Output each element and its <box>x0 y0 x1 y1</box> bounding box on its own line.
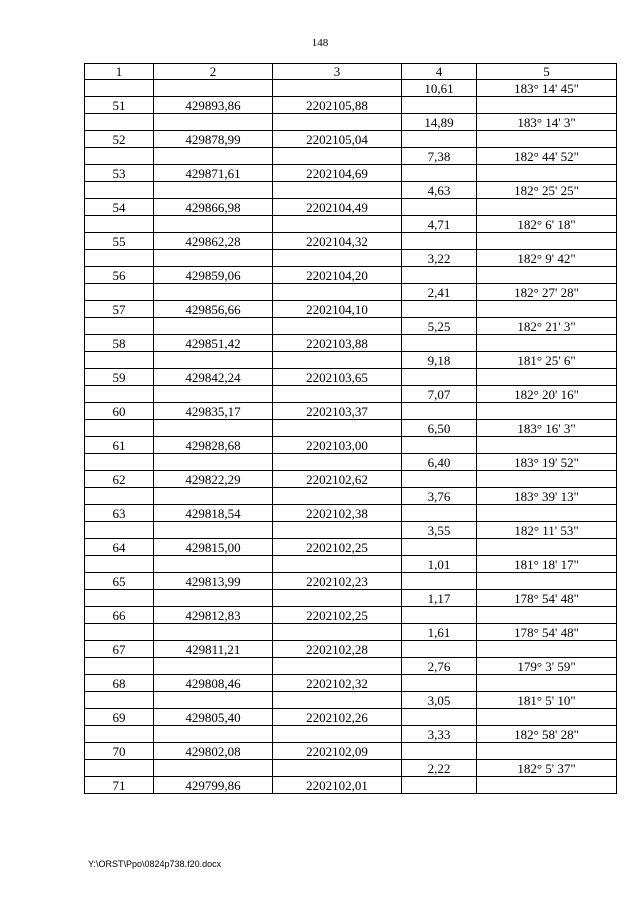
table-cell: 7,38 <box>402 148 477 165</box>
table-cell <box>154 216 273 233</box>
table-cell <box>154 250 273 267</box>
table-cell: 182° 44' 52" <box>477 148 617 165</box>
table-row <box>85 777 617 794</box>
table-row <box>85 386 617 403</box>
table-cell <box>273 760 402 777</box>
table-cell <box>402 335 477 352</box>
table-cell <box>273 590 402 607</box>
table-cell: 183° 19' 52" <box>477 454 617 471</box>
table-header-row <box>85 64 617 80</box>
table-cell: 2202103,88 <box>273 335 402 352</box>
table-cell: 54 <box>85 199 154 216</box>
table-cell <box>477 607 617 624</box>
table-cell: 429822,29 <box>154 471 273 488</box>
table-row <box>85 80 617 97</box>
table-cell: 58 <box>85 335 154 352</box>
table-cell <box>477 301 617 318</box>
table-cell <box>154 488 273 505</box>
table-cell <box>85 726 154 743</box>
table-cell: 2202105,04 <box>273 131 402 148</box>
table-cell <box>402 97 477 114</box>
table-cell <box>85 488 154 505</box>
table-row <box>85 437 617 454</box>
table-cell: 2202103,37 <box>273 403 402 420</box>
table-cell: 2202102,25 <box>273 539 402 556</box>
table-row <box>85 607 617 624</box>
table-cell: 2202105,88 <box>273 97 402 114</box>
table-cell: 4,63 <box>402 182 477 199</box>
table-cell: 429818,54 <box>154 505 273 522</box>
table-row <box>85 726 617 743</box>
table-cell <box>154 522 273 539</box>
table-cell <box>273 556 402 573</box>
table-cell: 2202104,49 <box>273 199 402 216</box>
table-cell: 2202103,65 <box>273 369 402 386</box>
table-cell: 182° 20' 16" <box>477 386 617 403</box>
table-cell <box>273 658 402 675</box>
table-cell: 3,76 <box>402 488 477 505</box>
table-cell <box>477 505 617 522</box>
table-cell <box>154 284 273 301</box>
table-cell: 429815,00 <box>154 539 273 556</box>
table-cell <box>477 335 617 352</box>
table-row <box>85 403 617 420</box>
column-header: 5 <box>477 64 617 80</box>
table-cell <box>477 471 617 488</box>
table-row <box>85 454 617 471</box>
table-row <box>85 301 617 318</box>
table-cell: 4,71 <box>402 216 477 233</box>
table-cell: 182° 6' 18" <box>477 216 617 233</box>
table-cell: 9,18 <box>402 352 477 369</box>
table-cell <box>402 471 477 488</box>
table-cell <box>154 692 273 709</box>
table-cell: 429828,68 <box>154 437 273 454</box>
table-cell <box>85 148 154 165</box>
table-cell <box>273 522 402 539</box>
table-cell <box>477 539 617 556</box>
table-cell: 181° 18' 17" <box>477 556 617 573</box>
table-row <box>85 760 617 777</box>
table-cell: 2202102,62 <box>273 471 402 488</box>
table-cell: 62 <box>85 471 154 488</box>
table-cell <box>477 675 617 692</box>
table-cell: 10,61 <box>402 80 477 97</box>
table-cell: 429805,40 <box>154 709 273 726</box>
table-cell <box>477 437 617 454</box>
file-path-footer: Y:\ORST\Ppo\0824p738.f20.docx <box>88 859 222 869</box>
table-cell <box>273 318 402 335</box>
table-cell: 2202102,38 <box>273 505 402 522</box>
table-row <box>85 148 617 165</box>
table-row <box>85 216 617 233</box>
table-row <box>85 369 617 386</box>
table-cell: 429893,86 <box>154 97 273 114</box>
table-cell <box>402 607 477 624</box>
table-cell <box>477 97 617 114</box>
table-cell <box>154 658 273 675</box>
table-cell <box>85 420 154 437</box>
table-cell: 181° 25' 6" <box>477 352 617 369</box>
table-row <box>85 692 617 709</box>
table-cell <box>402 369 477 386</box>
table-cell <box>154 624 273 641</box>
table-cell <box>477 199 617 216</box>
table-cell <box>85 80 154 97</box>
table-cell <box>402 267 477 284</box>
table-row <box>85 335 617 352</box>
table-cell: 5,25 <box>402 318 477 335</box>
table-cell: 2202102,32 <box>273 675 402 692</box>
table-cell: 2202104,10 <box>273 301 402 318</box>
table-cell: 64 <box>85 539 154 556</box>
table-cell <box>273 182 402 199</box>
table-cell: 182° 25' 25" <box>477 182 617 199</box>
column-header: 1 <box>85 64 154 80</box>
table-cell <box>154 420 273 437</box>
table-row <box>85 709 617 726</box>
table-cell: 7,07 <box>402 386 477 403</box>
table-cell <box>477 777 617 794</box>
table-cell <box>402 505 477 522</box>
table-row <box>85 97 617 114</box>
table-cell <box>402 165 477 182</box>
page-number: 148 <box>311 37 329 49</box>
table-cell <box>477 641 617 658</box>
table-cell: 178° 54' 48" <box>477 590 617 607</box>
table-row <box>85 590 617 607</box>
table-row <box>85 114 617 131</box>
table-row <box>85 624 617 641</box>
table-body <box>85 80 617 794</box>
table-cell: 67 <box>85 641 154 658</box>
table-cell <box>273 420 402 437</box>
table-cell <box>402 539 477 556</box>
table-cell <box>85 216 154 233</box>
table-cell <box>477 165 617 182</box>
table-cell: 1,61 <box>402 624 477 641</box>
table-row <box>85 182 617 199</box>
table-cell: 429811,21 <box>154 641 273 658</box>
table-cell: 2202102,25 <box>273 607 402 624</box>
table-cell: 183° 14' 3" <box>477 114 617 131</box>
table-cell: 183° 39' 13" <box>477 488 617 505</box>
table-cell: 429842,24 <box>154 369 273 386</box>
table-cell <box>85 114 154 131</box>
table-cell: 6,50 <box>402 420 477 437</box>
table-cell <box>477 403 617 420</box>
table-cell: 182° 11' 53" <box>477 522 617 539</box>
table-row <box>85 505 617 522</box>
table-cell <box>273 284 402 301</box>
table-cell <box>85 318 154 335</box>
table-cell: 2202102,26 <box>273 709 402 726</box>
table-cell <box>477 743 617 760</box>
column-header: 4 <box>402 64 477 80</box>
table-cell: 1,01 <box>402 556 477 573</box>
column-header: 3 <box>273 64 402 80</box>
table-cell: 1,17 <box>402 590 477 607</box>
table-cell <box>402 403 477 420</box>
table-cell: 53 <box>85 165 154 182</box>
table-cell: 182° 9' 42" <box>477 250 617 267</box>
table-row <box>85 675 617 692</box>
table-cell <box>273 148 402 165</box>
table-cell <box>273 726 402 743</box>
table-cell <box>154 556 273 573</box>
table-cell <box>402 437 477 454</box>
table-cell: 3,22 <box>402 250 477 267</box>
table-cell: 65 <box>85 573 154 590</box>
table-cell: 70 <box>85 743 154 760</box>
table-cell <box>477 709 617 726</box>
table-cell: 182° 27' 28" <box>477 284 617 301</box>
table-cell <box>402 131 477 148</box>
table-cell <box>402 573 477 590</box>
table-cell: 429802,08 <box>154 743 273 760</box>
table-cell: 68 <box>85 675 154 692</box>
table-cell: 182° 5' 37" <box>477 760 617 777</box>
table-cell <box>477 131 617 148</box>
table-row <box>85 522 617 539</box>
table-cell: 2,41 <box>402 284 477 301</box>
table-cell <box>85 250 154 267</box>
table-cell: 6,40 <box>402 454 477 471</box>
table-row <box>85 250 617 267</box>
table-cell: 2202102,01 <box>273 777 402 794</box>
table-cell: 182° 58' 28" <box>477 726 617 743</box>
table-cell: 183° 16' 3" <box>477 420 617 437</box>
table-cell <box>85 454 154 471</box>
table-cell <box>154 726 273 743</box>
table-cell <box>273 216 402 233</box>
table-cell <box>402 743 477 760</box>
table-cell: 429866,98 <box>154 199 273 216</box>
table-cell: 183° 14' 45" <box>477 80 617 97</box>
table-cell <box>477 369 617 386</box>
table-row <box>85 199 617 216</box>
table-cell: 57 <box>85 301 154 318</box>
table-cell: 429856,66 <box>154 301 273 318</box>
table-cell <box>85 182 154 199</box>
table-cell <box>402 675 477 692</box>
table-cell: 3,05 <box>402 692 477 709</box>
table-cell: 60 <box>85 403 154 420</box>
table-row <box>85 420 617 437</box>
table-cell <box>85 692 154 709</box>
table-cell <box>154 318 273 335</box>
table-cell: 429871,61 <box>154 165 273 182</box>
table-cell: 14,89 <box>402 114 477 131</box>
table-cell <box>273 80 402 97</box>
table-row <box>85 743 617 760</box>
table-cell <box>402 301 477 318</box>
table-row <box>85 267 617 284</box>
table-row <box>85 658 617 675</box>
table-cell: 3,33 <box>402 726 477 743</box>
table-cell: 2202102,09 <box>273 743 402 760</box>
table-cell: 2202102,28 <box>273 641 402 658</box>
table-cell <box>154 386 273 403</box>
table-cell: 2,22 <box>402 760 477 777</box>
table-cell <box>85 590 154 607</box>
table-cell: 429862,28 <box>154 233 273 250</box>
table-cell <box>477 267 617 284</box>
table-cell <box>85 760 154 777</box>
table-cell <box>402 709 477 726</box>
table-cell: 2202104,32 <box>273 233 402 250</box>
table-row <box>85 165 617 182</box>
table-cell: 429851,42 <box>154 335 273 352</box>
table-cell <box>85 624 154 641</box>
table-cell: 66 <box>85 607 154 624</box>
table-cell <box>273 352 402 369</box>
table-cell <box>273 488 402 505</box>
table-cell <box>273 386 402 403</box>
table-cell <box>154 80 273 97</box>
table-row <box>85 131 617 148</box>
table-cell <box>273 114 402 131</box>
table-cell <box>273 624 402 641</box>
table-cell <box>402 199 477 216</box>
table-cell: 51 <box>85 97 154 114</box>
table-cell <box>85 556 154 573</box>
table-cell <box>477 233 617 250</box>
table-row <box>85 352 617 369</box>
table-cell: 179° 3' 59" <box>477 658 617 675</box>
table-cell: 61 <box>85 437 154 454</box>
table-cell <box>477 573 617 590</box>
table-cell: 69 <box>85 709 154 726</box>
table-row <box>85 318 617 335</box>
table-cell: 71 <box>85 777 154 794</box>
table-cell <box>154 114 273 131</box>
table-cell <box>273 692 402 709</box>
table-cell <box>85 386 154 403</box>
table-row <box>85 233 617 250</box>
table-cell: 3,55 <box>402 522 477 539</box>
table-cell: 55 <box>85 233 154 250</box>
table-cell <box>154 352 273 369</box>
table-cell: 429878,99 <box>154 131 273 148</box>
table-cell: 178° 54' 48" <box>477 624 617 641</box>
table-row <box>85 539 617 556</box>
table-cell <box>85 352 154 369</box>
table-cell <box>154 590 273 607</box>
table-cell <box>85 284 154 301</box>
table-cell <box>154 148 273 165</box>
table-row <box>85 471 617 488</box>
table-cell <box>273 250 402 267</box>
table-row <box>85 573 617 590</box>
table-cell: 2202104,69 <box>273 165 402 182</box>
table-cell: 181° 5' 10" <box>477 692 617 709</box>
table-cell: 52 <box>85 131 154 148</box>
table-cell <box>402 641 477 658</box>
table-cell: 63 <box>85 505 154 522</box>
table-cell <box>154 760 273 777</box>
table-row <box>85 556 617 573</box>
table-cell <box>154 182 273 199</box>
table-cell <box>402 777 477 794</box>
table-cell: 429799,86 <box>154 777 273 794</box>
table-row <box>85 488 617 505</box>
coordinates-table <box>84 63 617 794</box>
table-cell: 429859,06 <box>154 267 273 284</box>
table-cell: 59 <box>85 369 154 386</box>
table-cell: 182° 21' 3" <box>477 318 617 335</box>
table-cell: 429812,83 <box>154 607 273 624</box>
table-cell: 2202102,23 <box>273 573 402 590</box>
table-row <box>85 284 617 301</box>
table-cell: 429835,17 <box>154 403 273 420</box>
table-cell: 429808,46 <box>154 675 273 692</box>
table-cell <box>402 233 477 250</box>
table-cell: 2,76 <box>402 658 477 675</box>
table-cell: 2202104,20 <box>273 267 402 284</box>
table-cell <box>85 522 154 539</box>
table-row <box>85 641 617 658</box>
column-header: 2 <box>154 64 273 80</box>
table-cell: 56 <box>85 267 154 284</box>
table-cell: 429813,99 <box>154 573 273 590</box>
table-cell <box>154 454 273 471</box>
table-cell <box>85 658 154 675</box>
table-cell: 2202103,00 <box>273 437 402 454</box>
table-cell <box>273 454 402 471</box>
